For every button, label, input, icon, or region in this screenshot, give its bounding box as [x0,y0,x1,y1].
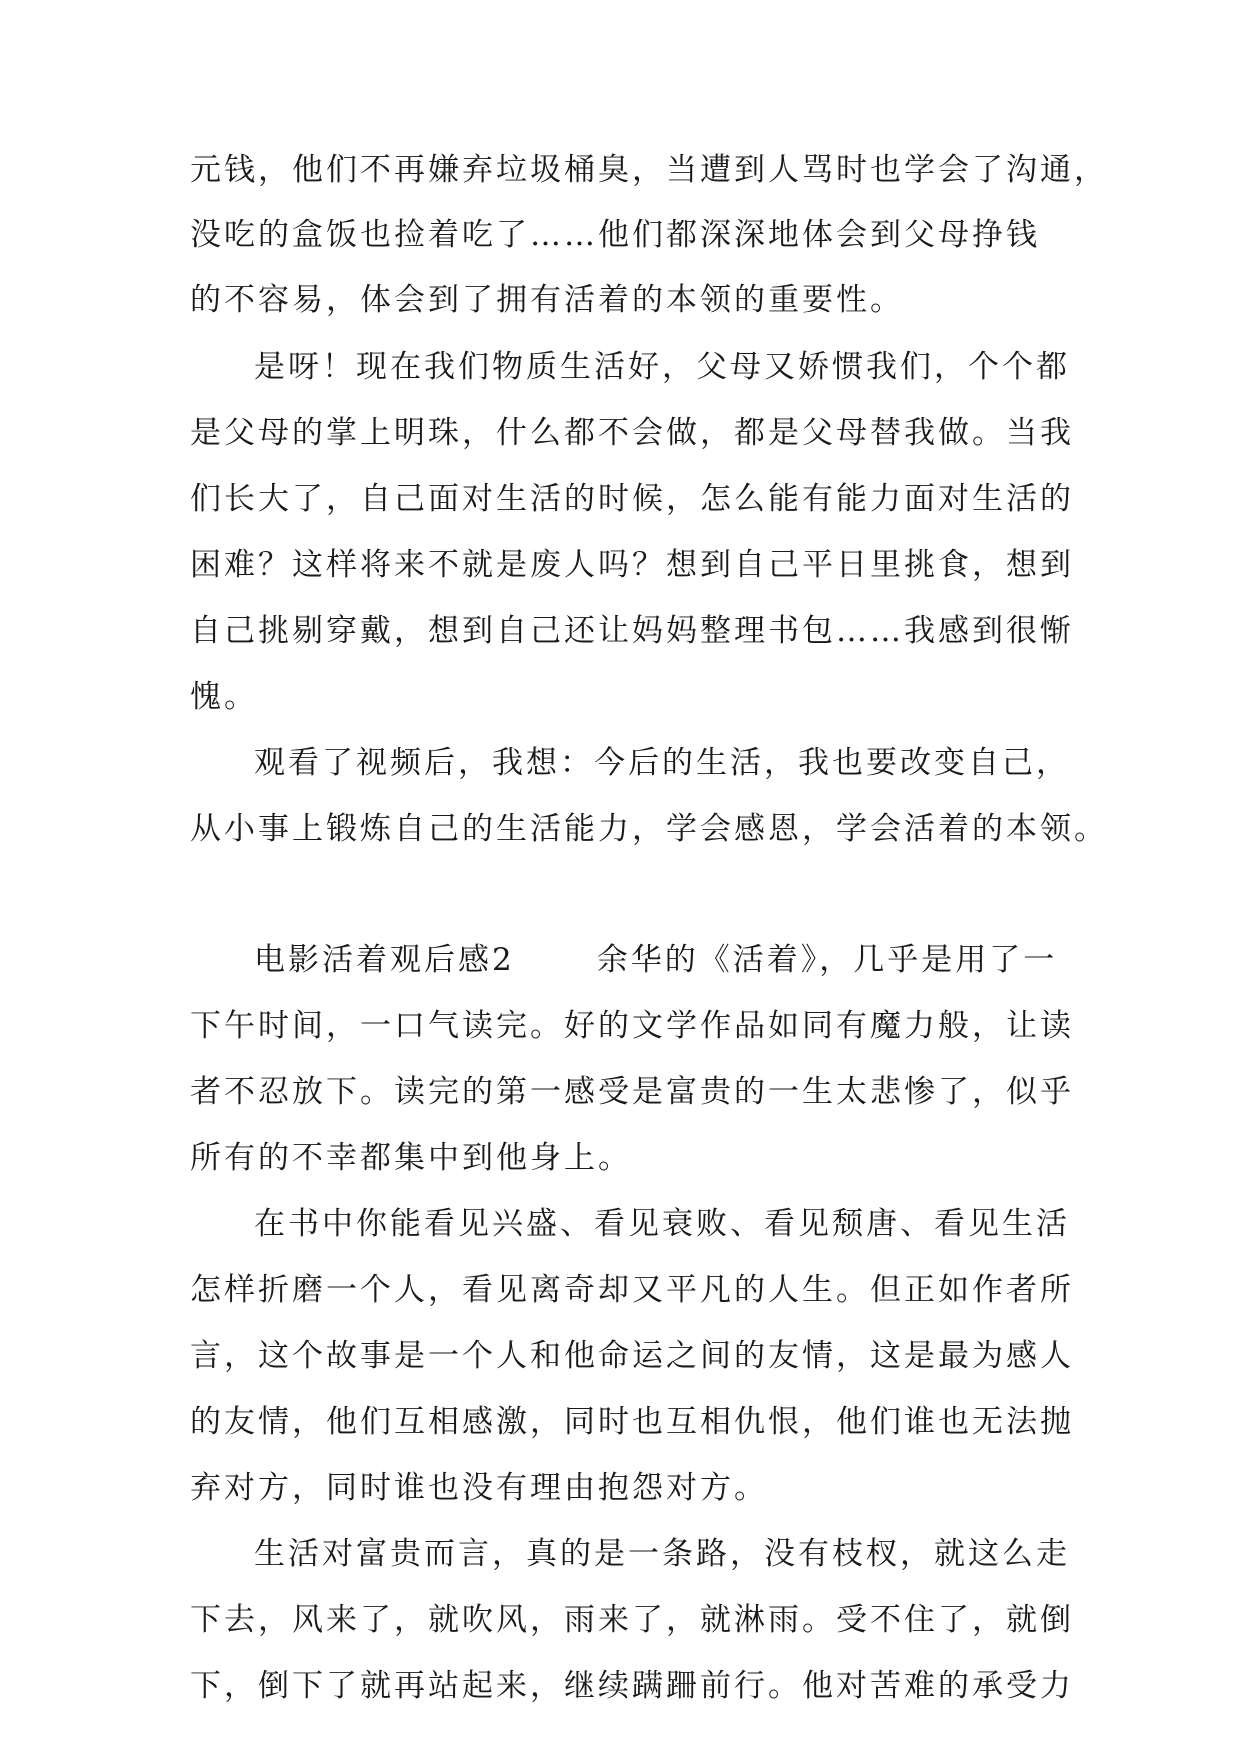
paragraph-first-line: 是呀！现在我们物质生活好，父母又娇惯我们，个个都 [254,349,1070,385]
text-line: 怎样折磨一个人，看见离奇却又平凡的人生。但正如作者所 [190,1272,1074,1308]
section-heading: 电影活着观后感2 [254,942,515,978]
text-line: 下，倒下了就再站起来，继续蹒跚前行。他对苦难的承受力 [190,1668,1074,1704]
text-line: 自己挑剔穿戴，想到自己还让妈妈整理书包……我感到很惭 [190,613,1074,649]
text-line: 的友情，他们互相感激，同时也互相仇恨，他们谁也无法抛 [190,1404,1074,1440]
text-line: 言，这个故事是一个人和他命运之间的友情，这是最为感人 [190,1338,1074,1374]
text-line: 们长大了，自己面对生活的时候，怎么能有能力面对生活的 [190,481,1074,517]
text-line: 的不容易，体会到了拥有活着的本领的重要性。 [190,282,904,318]
text-line: 从小事上锻炼自己的生活能力，学会感恩，学会活着的本领。 [190,811,1108,847]
text-line: 愧。 [190,679,258,715]
text-line: 弃对方，同时谁也没有理由抱怨对方。 [190,1470,768,1506]
text-line: 元钱，他们不再嫌弃垃圾桶臭，当遭到人骂时也学会了沟通， [190,152,1108,188]
text-line: 困难？这样将来不就是废人吗？想到自己平日里挑食，想到 [190,547,1074,583]
heading-inline-text: 余华的《活着》，几乎是用了一 [596,942,1058,978]
paragraph-first-line: 在书中你能看见兴盛、看见衰败、看见颓唐、看见生活 [254,1206,1070,1242]
section-heading-line [254,930,1134,990]
paragraph-first-line: 观看了视频后，我想：今后的生活，我也要改变自己， [254,745,1070,781]
text-line: 所有的不幸都集中到他身上。 [190,1140,632,1176]
text-line: 是父母的掌上明珠，什么都不会做，都是父母替我做。当我 [190,415,1074,451]
text-line: 者不忍放下。读完的第一感受是富贵的一生太悲惨了，似乎 [190,1074,1074,1110]
text-line: 下去，风来了，就吹风，雨来了，就淋雨。受不住了，就倒 [190,1602,1074,1638]
text-line: 没吃的盒饭也捡着吃了……他们都深深地体会到父母挣钱 [190,217,1040,253]
text-line: 下午时间，一口气读完。好的文学作品如同有魔力般，让读 [190,1008,1074,1044]
paragraph-first-line: 生活对富贵而言，真的是一条路，没有枝杈，就这么走 [254,1536,1070,1572]
